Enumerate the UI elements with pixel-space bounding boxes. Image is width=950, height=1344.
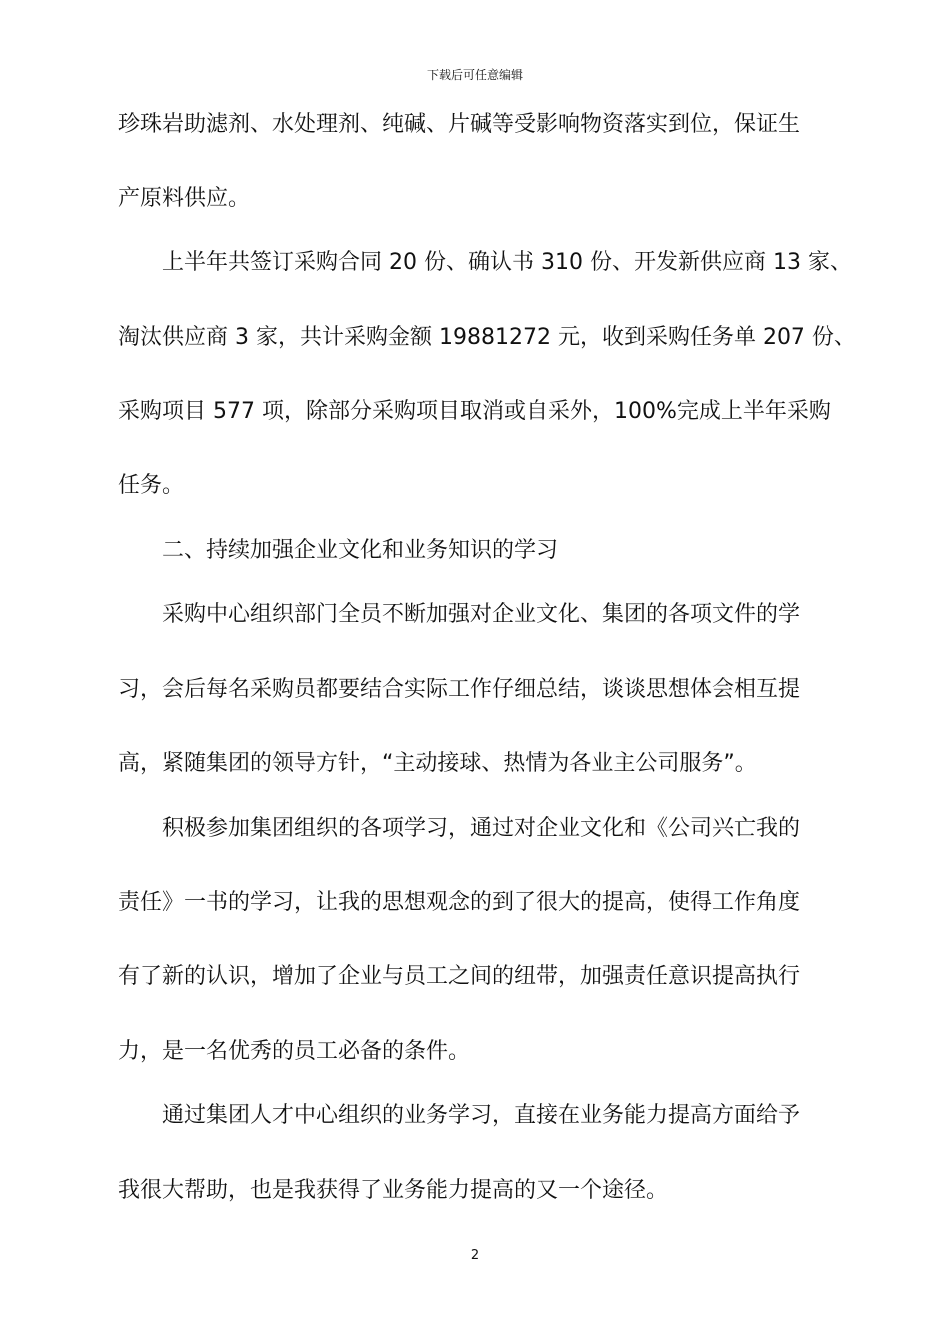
- body-line-1: 珍珠岩助滤剂、水处理剂、纯碱、片碱等受影响物资落实到位，保证生: [118, 112, 801, 137]
- section-heading: 二、持续加强企业文化和业务知识的学习: [162, 538, 559, 563]
- body-line-14: 力，是一名优秀的员工必备的条件。: [118, 1039, 471, 1064]
- body-line-12: 责任》一书的学习，让我的思想观念的到了很大的提高，使得工作角度: [118, 890, 801, 915]
- body-line-15: 通过集团人才中心组织的业务学习，直接在业务能力提高方面给予: [162, 1103, 801, 1128]
- body-line-10: 高，紧随集团的领导方针，“主动接球、热情为各业主公司服务”。: [118, 751, 757, 776]
- body-line-3: 上半年共签订采购合同 20 份、确认书 310 份、开发新供应商 13 家、: [162, 250, 852, 275]
- body-line-5: 采购项目 577 项，除部分采购项目取消或自采外，100%完成上半年采购: [118, 399, 831, 424]
- body-line-16: 我很大帮助，也是我获得了业务能力提高的又一个途径。: [118, 1178, 669, 1203]
- body-line-13: 有了新的认识，增加了企业与员工之间的纽带，加强责任意识提高执行: [118, 964, 801, 989]
- page-number: 2: [470, 1248, 480, 1263]
- header-note: 下载后可任意编辑: [426, 68, 523, 82]
- body-line-11: 积极参加集团组织的各项学习，通过对企业文化和《公司兴亡我的: [162, 816, 801, 841]
- body-line-2: 产原料供应。: [118, 186, 251, 211]
- body-line-6: 任务。: [118, 473, 185, 498]
- body-line-8: 采购中心组织部门全员不断加强对企业文化、集团的各项文件的学: [162, 602, 801, 627]
- body-line-9: 习，会后每名采购员都要结合实际工作仔细总结，谈谈思想体会相互提: [118, 677, 801, 702]
- body-line-4: 淘汰供应商 3 家，共计采购金额 19881272 元，收到采购任务单 207 份、: [118, 325, 856, 350]
